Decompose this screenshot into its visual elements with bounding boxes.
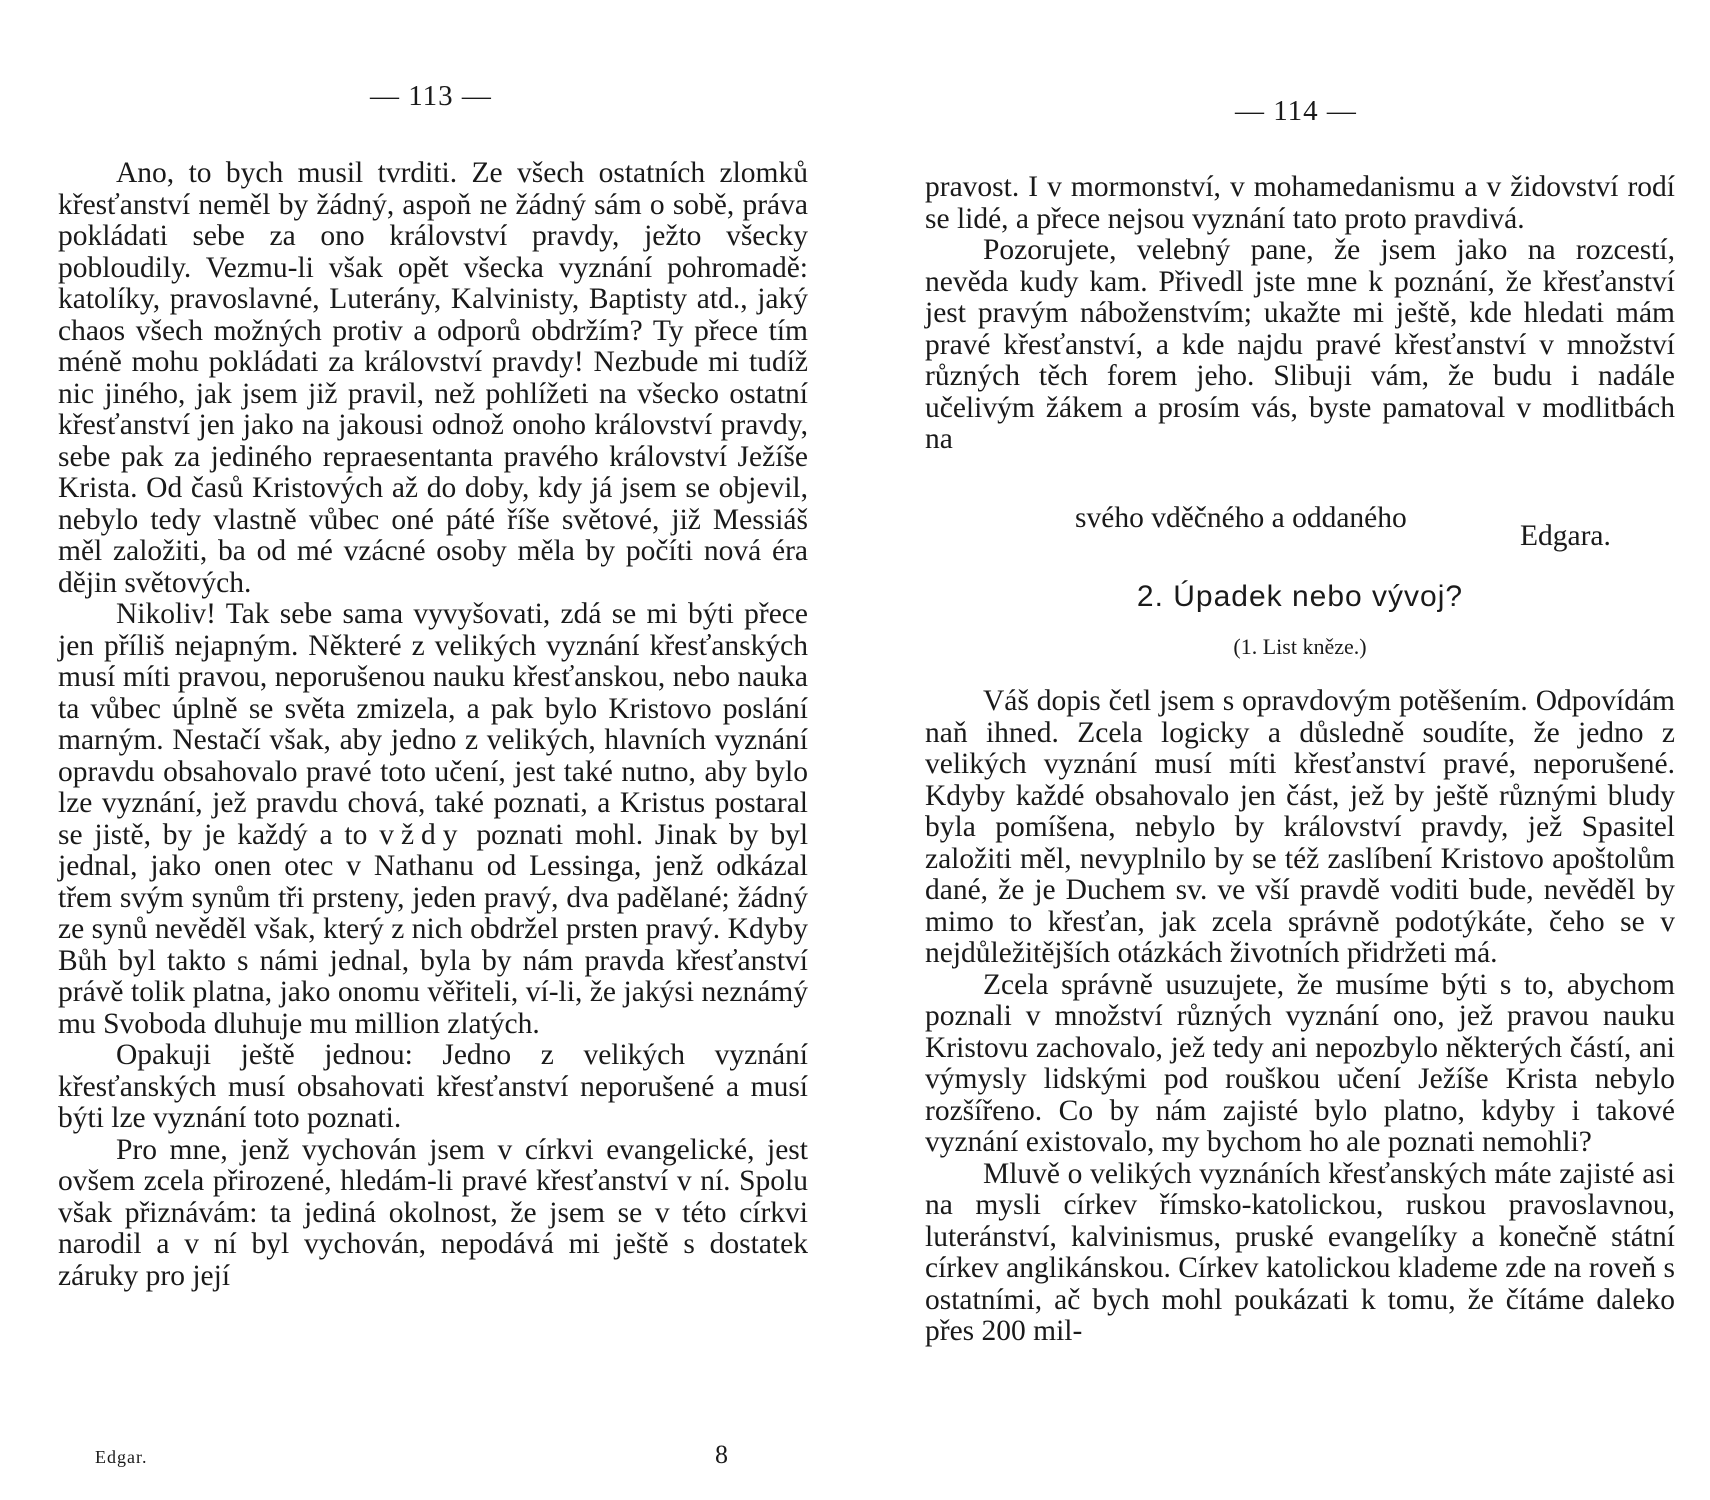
section-title: 2. Úpadek nebo vývoj? [1136, 580, 1464, 613]
footer-author: Edgar. [95, 1447, 148, 1467]
paragraph-3: Opakuji ještě jednou: Jedno z velikých vyznání křesťanských musí obsahovati křesťanství neporušené a musí býti lze vyznání toto poznati. [58, 1039, 808, 1134]
letter-closing: svého vděčného a oddaného [1075, 502, 1407, 534]
left-page-body [58, 158, 808, 1292]
page-number-114: — 114 — [1235, 95, 1357, 127]
emphasis-vzdy: vždy [379, 818, 465, 851]
letter-closing-paragraph: Pozorujete, velebný pane, že jsem jako na rozcestí, nevěda kudy kam. Přivedl jste mne k poznání, že křesťanství jest pravým náboženstvím; ukažte mi ještě, kde hledati mám pravé křesťanství, a kde najdu pravé křesťanství v množství různých těch forem jeho. Slibuji vám, že budu i nadále učelivým žákem a prosím vás, byste pamatoval v modlitbách na [925, 234, 1675, 455]
paragraph-1: Váš dopis četl jsem s opravdovým potěšením. Odpovídám naň ihned. Zcela logicky a důsledně soudíte, že jedno z velikých vyznání musí míti křesťanství pravé, neporušené. Kdyby každé obsahovalo jen část, jež by ještě různými bludy byla pomíšena, nebylo by království pravdy, jež Spasitel založiti měl, nevyplnilo by se též zaslíbení Kristovo apoštolům dané, že je Duchem sv. ve vší pravdě voditi bude, nevěděl by mimo to křesťan, jak zcela správně podotýkáte, čeho se v nejdůležitějších otázkách životních přidržeti má. [925, 685, 1675, 969]
right-page-letter-end [925, 172, 1675, 456]
right-page [855, 0, 1710, 1500]
page-number-113: — 113 — [370, 80, 492, 112]
paragraph-2: Zcela správně usuzujete, že musíme býti s to, abychom poznali v množství různých vyznání ono, jež pravou nauku Kristovu zachovalo, jež tedy ani nepozbylo některých částí, ani výmysly lidskými pod rouškou učení Ježíše Krista nebylo rozšířeno. Co by nám zajisté bylo platno, kdyby i takové vyznání existovalo, my bychom ho ale poznati nemohli? [925, 968, 1675, 1158]
paragraph-2-continuation: poznati mohl. Jinak by byl jednal, jako onen otec v Nathanu od Lessinga, jenž odkázal třem svým synům tři prsteny, jeden pravý, dva padělané; žádný ze synů nevěděl však, který z nich obdržel prsten pravý. Kdyby Bůh byl takto s námi jednal, byla by nám pravda křesťanství právě tolik platna, jako onomu věřiteli, ví-li, že jakýsi neznámý mu Svoboda dluhuje mu million zlatých. [58, 818, 809, 1040]
continuation-paragraph: pravost. I v mormonství, v mohamedanismu a v židovství rodí se lidé, a přece nejsou vyznání tato proto pravdivá. [925, 171, 1675, 235]
letter-signature: Edgara. [1520, 520, 1611, 552]
paragraph-4: Pro mne, jenž vychován jsem v církvi evangelické, jest ovšem zcela přirozené, hledám-li pravé křesťanství v ní. Spolu však přiznávám: ta jediná okolnost, že jsem se v této církvi narodil a v ní byl vychován, nepodává mi ještě s dostatek záruky pro její [58, 1133, 808, 1292]
paragraph-2 [58, 599, 808, 1040]
section-subtitle: (1. List kněze.) [1233, 634, 1367, 659]
footer-signature-mark: 8 [715, 1440, 728, 1469]
right-page-body [925, 686, 1675, 1348]
paragraph-3: Mluvě o velikých vyznáních křesťanských máte zajisté asi na mysli církev římsko-katolickou, ruskou pravoslavnou, luteránství, kalvinismus, pruské evangelíky a konečně státní církev anglikánskou. Církev katolickou klademe zde na roveň s ostatními, ač bych mohl poukázati k tomu, že čítáme daleko přes 200 mil- [925, 1157, 1675, 1347]
paragraph-1: Ano, to bych musil tvrditi. Ze všech ostatních zlomků křesťanství neměl by žádný, aspoň ne žádný sám o sobě, práva pokládati sebe za ono království pravdy, ježto všecky pobloudily. Vezmu-li však opět všecka vyznání pohromadě: katolíky, pravoslavné, Luterány, Kalvinisty, Baptisty atd., jaký chaos všech možných protiv a odporů obdržím? Ty přece tím méně mohu pokládati za království pravdy! Nezbude mi tudíž nic jiného, jak jsem již pravil, než pohlížeti na všecko ostatní křesťanství jen jako na jakousi odnož onoho království pravdy, sebe pak za jediného repraesentanta pravého království Ježíše Krista. Od časů Kristových až do doby, kdy já jsem se objevil, nebylo tedy vlastně vůbec oné páté říše světové, již Messiáš měl založiti, ba od mé vzácné osoby měla by počíti nová éra dějin světových. [58, 157, 808, 599]
paragraph-2-text: Nikoliv! Tak sebe sama vyvyšovati, zdá se mi býti přece jen příliš nejapným. Některé z velikých vyznání křesťanských musí míti pravou, neporušenou nauku křesťanskou, nebo nauka ta vůbec úplně se světa zmizela, a pak bylo Kristovo poslání marným. Nestačí však, aby jedno z velikých, hlavních vyznání opravdu obsahovalo pravé toto učení, jest také nutno, aby bylo lze vyznání, jež pravdu chová, také poznati, a Kristus postaral se jistě, by je každý a to [58, 598, 808, 851]
